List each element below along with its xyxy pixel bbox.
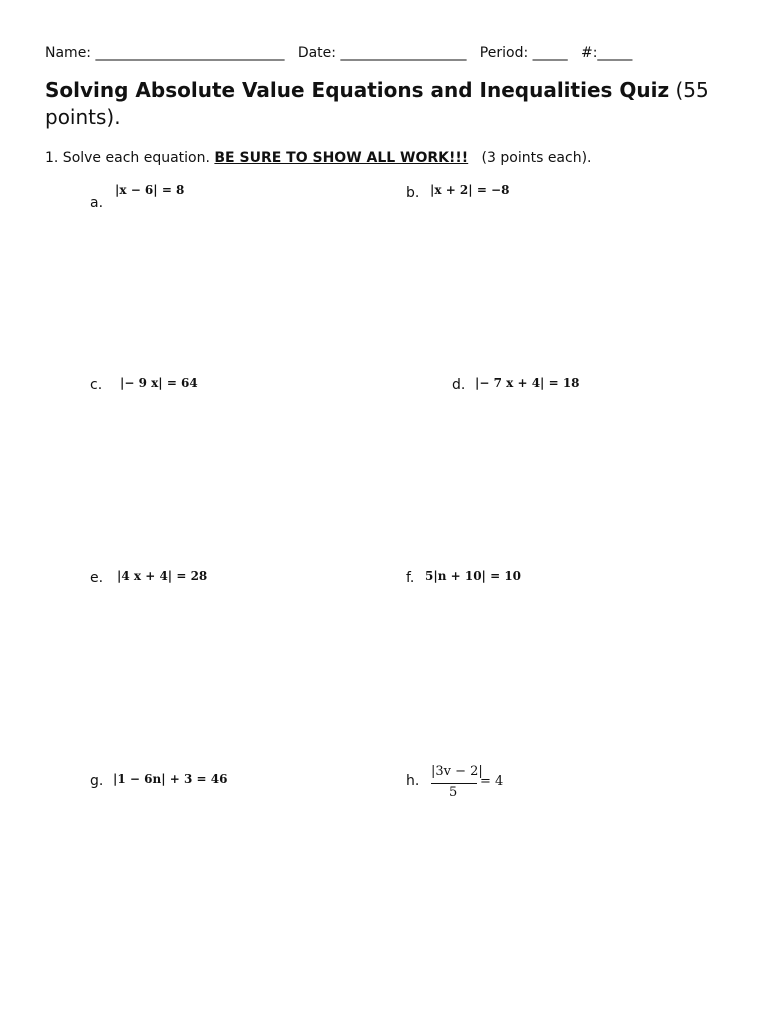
instruction-prefix: 1. Solve each equation.: [45, 150, 215, 166]
problem-h-numerator: |3v − 2|: [431, 764, 483, 779]
problem-f-label: f.: [406, 570, 415, 586]
problem-d-equation: |− 7 x + 4| = 18: [475, 376, 580, 390]
problem-c-label: c.: [90, 377, 103, 393]
problem-e-equation: |4 x + 4| = 28: [117, 569, 208, 583]
fraction-bar: [431, 783, 477, 784]
problem-h-equation: [431, 764, 511, 804]
problem-h-denominator: 5: [449, 785, 458, 800]
problem-g-equation: |1 − 6n| + 3 = 46: [113, 772, 228, 786]
instruction-line: [45, 150, 592, 166]
quiz-points: (55 points).: [45, 78, 709, 129]
problem-b-equation: |x + 2| = −8: [430, 183, 510, 197]
problem-h-rhs: = 4: [480, 774, 504, 789]
problem-h-label: h.: [406, 773, 420, 789]
problem-f-equation: 5|n + 10| = 10: [425, 569, 522, 583]
problem-c-equation: |− 9 x| = 64: [120, 376, 198, 390]
problem-g-label: g.: [90, 773, 104, 789]
problem-e-label: e.: [90, 570, 104, 586]
instruction-emphasis: BE SURE TO SHOW ALL WORK!!!: [214, 150, 469, 166]
quiz-title-main: Solving Absolute Value Equations and Inequalities Quiz: [45, 78, 670, 102]
problem-b-label: b.: [406, 185, 420, 201]
quiz-title: [45, 77, 735, 131]
problem-d-label: d.: [452, 377, 466, 393]
student-info-line: Name: ___________________________ Date: __________________ Period: _____ #:_____: [45, 45, 633, 61]
instruction-suffix: (3 points each).: [468, 150, 592, 166]
problem-a-equation: |x − 6| = 8: [115, 183, 185, 197]
problem-a-label: a.: [90, 195, 104, 211]
